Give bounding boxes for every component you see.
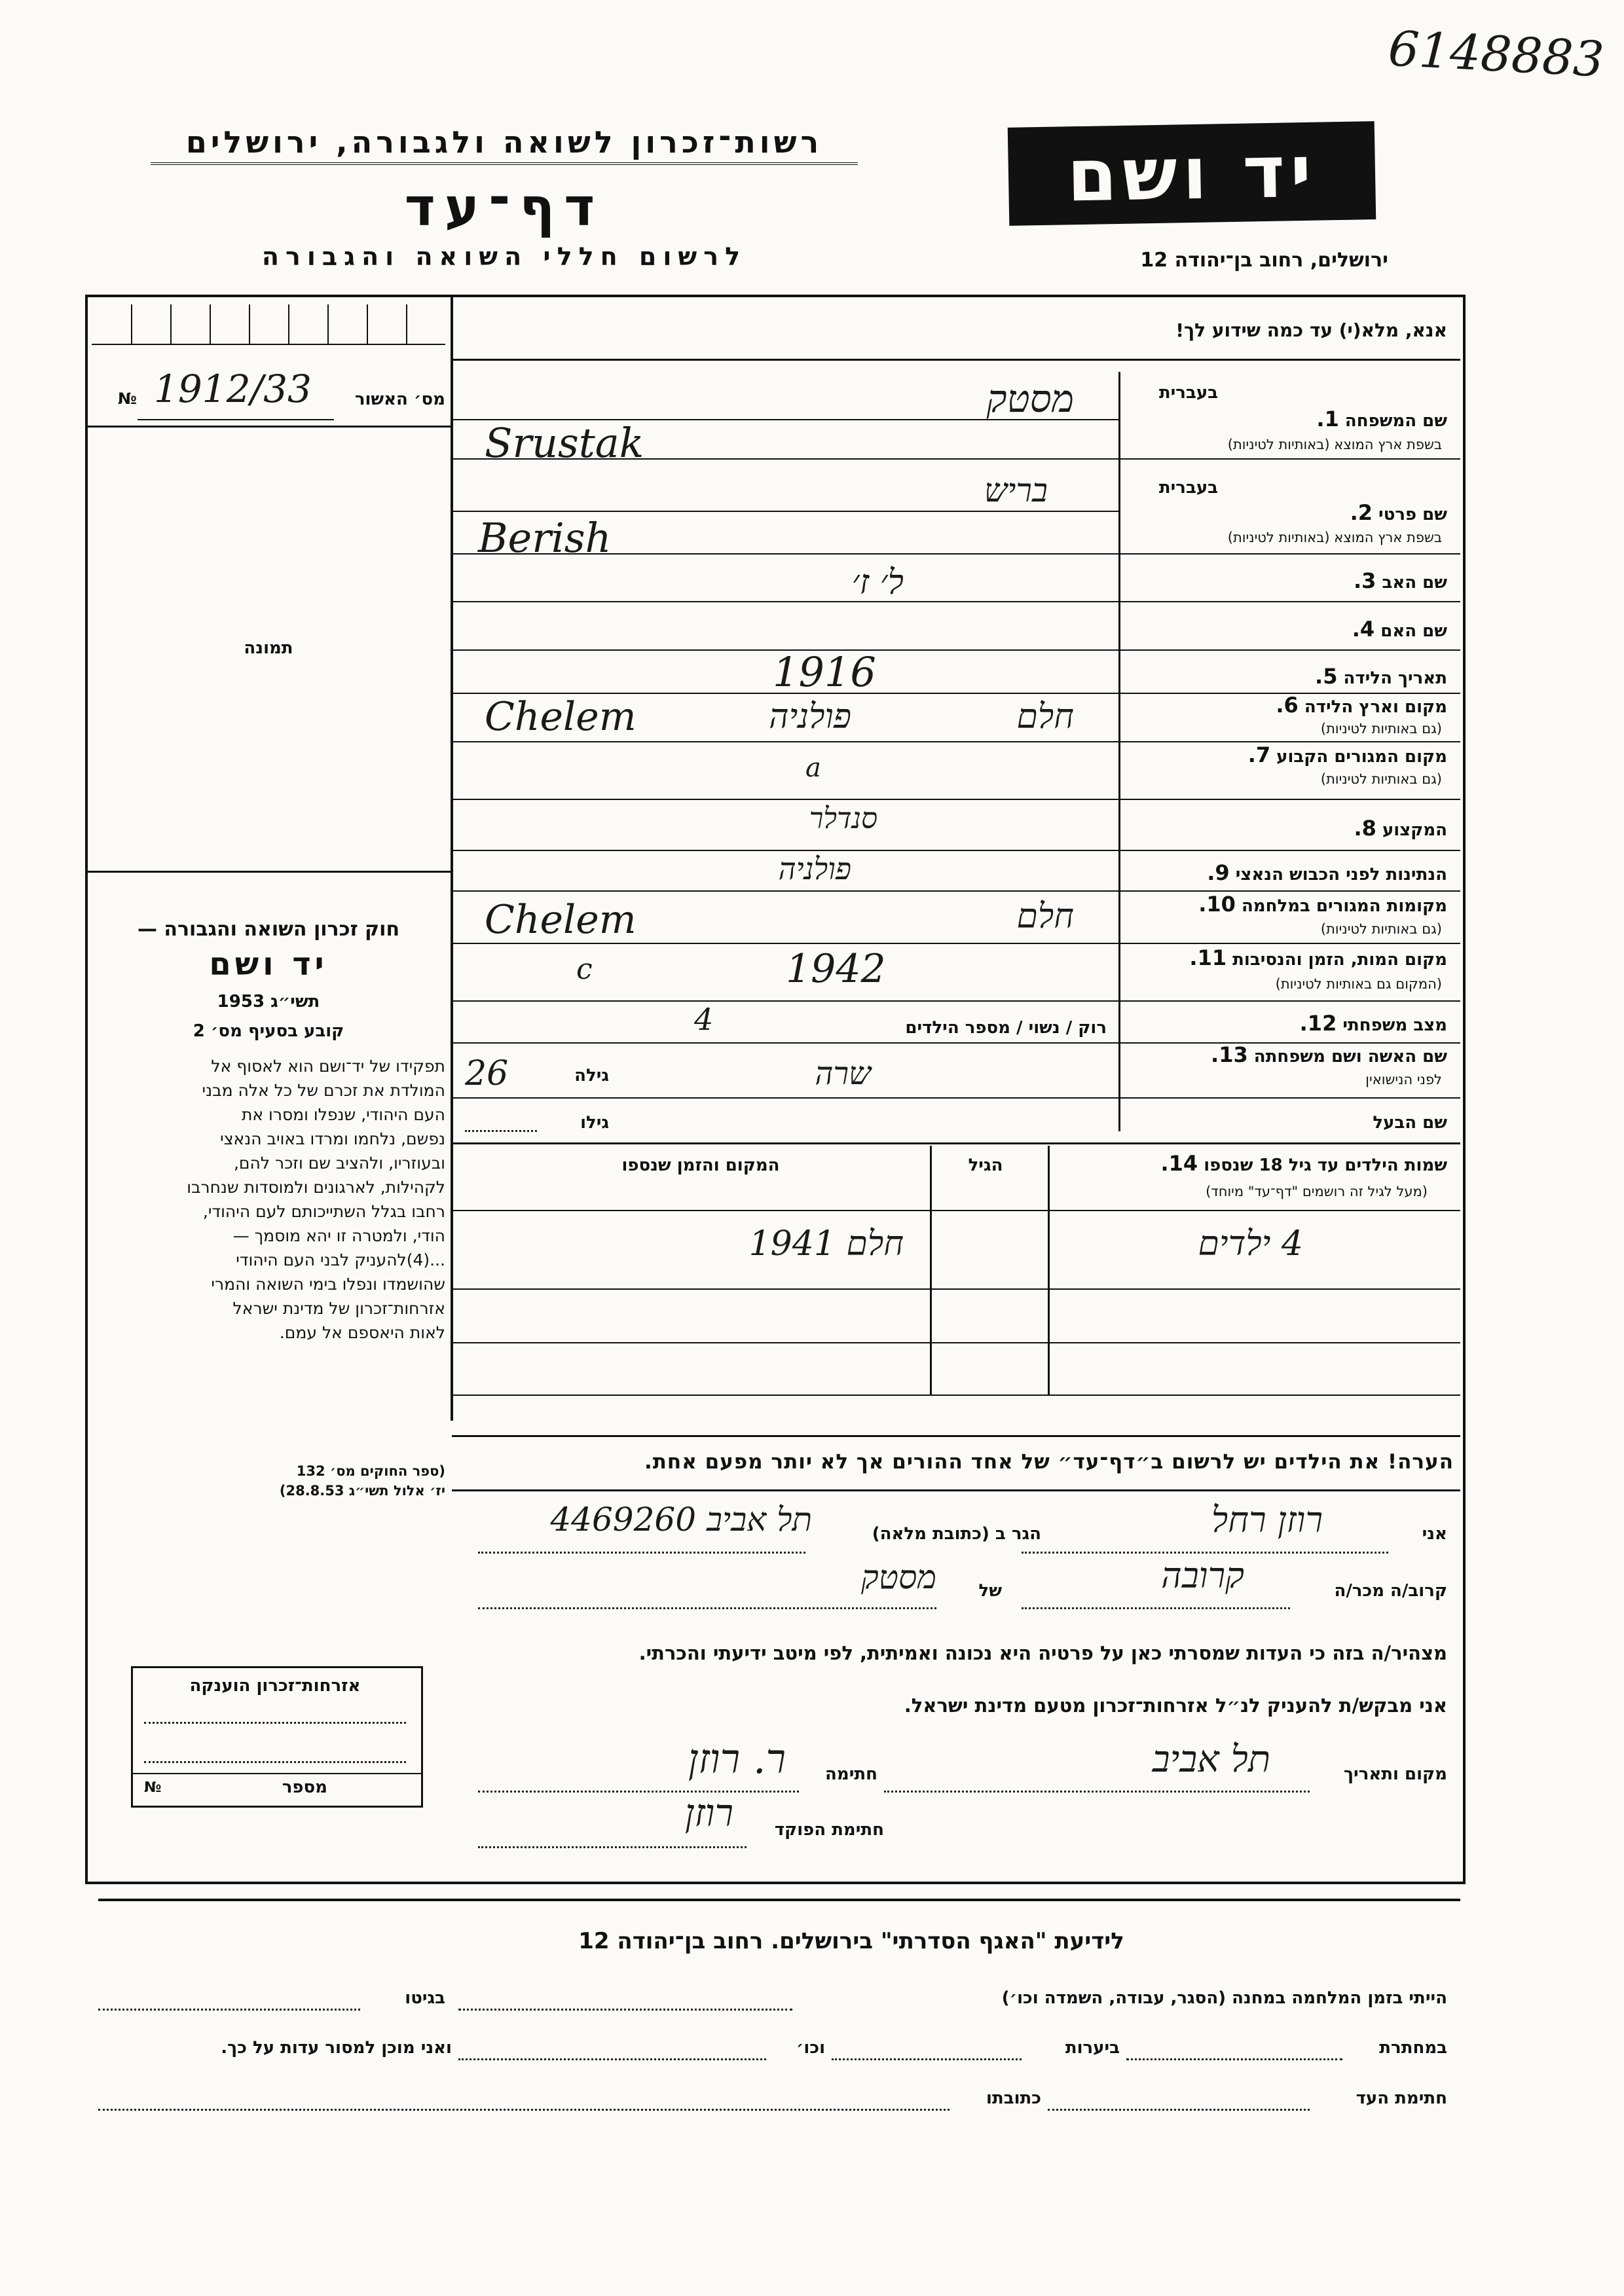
f10-label bbox=[1126, 894, 1447, 916]
f3-num: 3. bbox=[1353, 568, 1376, 593]
f11-label bbox=[1126, 945, 1447, 970]
f3-value[interactable]: ל׳ ז׳ bbox=[851, 563, 904, 602]
footer-separator bbox=[98, 1899, 1460, 1901]
footer-line2-underground: במחתרת bbox=[1379, 2038, 1447, 2058]
of-value[interactable]: מסטק bbox=[860, 1558, 936, 1596]
f13-sub: לפני הנישואין bbox=[1365, 1072, 1442, 1087]
law-line-7: רחבו בגלל השתייכותם לעם היהודי, bbox=[202, 1202, 445, 1221]
husband-age-label: גילו bbox=[580, 1113, 609, 1133]
f2-value-hebrew[interactable]: בריש bbox=[984, 471, 1048, 509]
law-name: יד ושם bbox=[209, 946, 328, 983]
photo-label: תמונה bbox=[244, 638, 293, 658]
f6-label bbox=[1126, 695, 1447, 717]
f11-num: 11. bbox=[1189, 945, 1227, 970]
ani-value[interactable]: רוזן רחל bbox=[1211, 1499, 1323, 1540]
law-line-11: אזרחות־זכרון של מדינת ישראל bbox=[232, 1299, 445, 1318]
f12-options: רוק / נשוי / מספר הילדים bbox=[905, 1018, 1107, 1038]
husband-label: שם הבעל bbox=[1373, 1113, 1447, 1133]
f6-num: 6. bbox=[1276, 693, 1299, 718]
f5-num: 5. bbox=[1315, 664, 1338, 689]
footer-line2-willing: ואני מוכן למסור עדות על כך. bbox=[221, 2038, 452, 2058]
f9-value[interactable]: פולניה bbox=[778, 851, 851, 886]
f13-num: 13. bbox=[1211, 1042, 1248, 1067]
law-line-4: נפשם, נלחמו ומרדו באויב הנאצי bbox=[220, 1129, 445, 1148]
f9-num: 9. bbox=[1207, 860, 1230, 885]
f13-age-label: גילה bbox=[574, 1066, 609, 1085]
law-year bbox=[92, 992, 445, 1011]
f4-label-text: שם האם bbox=[1380, 621, 1447, 641]
footer-line2-etc: וכו׳ bbox=[796, 2038, 825, 2058]
law-source-2: יז׳ אלול תשי״ג 28.8.53) bbox=[279, 1483, 445, 1499]
f4-label bbox=[1126, 619, 1447, 641]
footer-heading: לידיעת "האגף הסדרתי" בירושלים. רחוב בן־יהודה 12 bbox=[578, 1928, 1124, 1954]
catalog-number: 6148883 bbox=[1386, 20, 1606, 88]
f7-num: 7. bbox=[1247, 742, 1271, 767]
f14-row1-name[interactable]: 4 ילדים bbox=[1198, 1224, 1303, 1264]
f2-label-text: שם פרטי bbox=[1378, 505, 1447, 524]
f6-value-hebrew-country[interactable]: פולניה bbox=[769, 697, 851, 737]
note-text: הערה! את הילדים יש לרשום ב״דף־עד״ של אחד ההורים אך לא יותר מפעם אחת. bbox=[644, 1450, 1454, 1474]
law-line-8: הודי, ולמטרה זו יהא מוסמך — bbox=[232, 1226, 445, 1245]
f9-label bbox=[1126, 860, 1447, 885]
instruction-row-bottom bbox=[452, 359, 1460, 361]
citizenship-title: אזרחות־זכרון הוענקה bbox=[189, 1676, 361, 1696]
f6-value-hebrew-town[interactable]: חלם bbox=[1016, 697, 1074, 737]
f11-value-year[interactable]: 1942 bbox=[786, 946, 886, 992]
law-line-1: תפקידו של יד־ושם הוא לאסוף אל bbox=[211, 1057, 445, 1076]
note-row-bottom bbox=[452, 1489, 1460, 1491]
declaration-text: מצהיר/ה בזה כי העדות שמסרתי כאן על פרטיה היא נכונה ואמיתית, לפי מיטב ידיעתי והכרתי. bbox=[638, 1642, 1447, 1664]
f12-num: 12. bbox=[1299, 1011, 1337, 1036]
f2-label bbox=[1126, 500, 1447, 525]
f13-wife-age[interactable]: 26 bbox=[465, 1054, 509, 1093]
f11-sub: (המקום גם באותיות לטיניות) bbox=[1275, 976, 1442, 992]
footer-line1-camp: הייתי בזמן המלחמה במחנה (הסגר, עבודה, השמדה וכו׳) bbox=[1001, 1988, 1447, 2008]
f7-sub: (גם באותיות לטיניות) bbox=[1320, 771, 1442, 787]
f6-sub: (גם באותיות לטיניות) bbox=[1320, 721, 1442, 737]
law-line-6: לקהילות, לארגונים ולמוסדות שנחרבו bbox=[187, 1178, 445, 1197]
authority-name: רשות־זכרון לשואה ולגבורה, ירושלים bbox=[151, 124, 858, 165]
f10-num: 10. bbox=[1198, 892, 1236, 917]
law-clause: קובע בסעיף מס׳ 2 bbox=[193, 1021, 344, 1041]
f5-value[interactable]: 1916 bbox=[773, 648, 876, 696]
official-label: חתימת הפוקד bbox=[774, 1820, 884, 1840]
of-label: של bbox=[978, 1581, 1002, 1601]
f8-value[interactable]: סנדלר bbox=[809, 802, 877, 835]
law-line-5: ובעוזריו, ולהציב שם וזכר להם, bbox=[233, 1154, 445, 1173]
label-column-divider bbox=[1118, 372, 1120, 1131]
f1-hebrew-tag: בעברית bbox=[1158, 383, 1218, 403]
f6-label-text: מקום וארץ הלידה bbox=[1304, 697, 1447, 717]
f4-num: 4. bbox=[1352, 617, 1375, 642]
f14-num: 14. bbox=[1160, 1151, 1198, 1176]
f10-value-hebrew[interactable]: חלם bbox=[1016, 897, 1074, 936]
f12-label bbox=[1126, 1013, 1447, 1035]
approval-label: מס׳ האשור bbox=[354, 390, 445, 409]
header-address: ירושלים, רחוב בן־יהודה 12 bbox=[1140, 249, 1388, 272]
f2-num: 2. bbox=[1350, 500, 1373, 525]
approval-underline bbox=[138, 419, 334, 420]
f14-label-text: שמות הילדים עד גיל 18 שנספו bbox=[1204, 1156, 1447, 1175]
approval-prefix: № bbox=[118, 390, 137, 408]
f7-label bbox=[1126, 742, 1447, 767]
f1-value-latin[interactable]: Srustak bbox=[485, 419, 644, 467]
photo-area-bottom bbox=[88, 871, 452, 873]
f6-value-latin[interactable]: Chelem bbox=[485, 694, 637, 740]
f9-label-text: הנתינות לפני הכבוש הנאצי bbox=[1235, 865, 1447, 884]
f14-col-place: המקום והזמן שנספו bbox=[621, 1156, 780, 1175]
f10-label-text: מקומות המגורים במלחמה bbox=[1241, 896, 1447, 916]
f8-num: 8. bbox=[1354, 816, 1376, 841]
resident-label: הגר ב (כתובת מלאה) bbox=[872, 1524, 1041, 1544]
f1-value-hebrew[interactable]: מסטק bbox=[986, 376, 1074, 421]
place-date-label: מקום ותאריך bbox=[1344, 1764, 1447, 1784]
f1-label-text: שם המשפחה bbox=[1344, 411, 1447, 431]
f3-label bbox=[1126, 568, 1447, 593]
law-line-12: לאות היאספם אל עמם. bbox=[279, 1323, 445, 1342]
f7-value[interactable]: a bbox=[805, 753, 821, 783]
law-source-1: (ספר החוקים מס׳ 132 bbox=[296, 1463, 445, 1479]
f10-value-latin[interactable]: Chelem bbox=[485, 897, 637, 943]
law-paragraph bbox=[95, 1054, 445, 1345]
f13-label bbox=[1126, 1042, 1447, 1067]
relation-value[interactable]: קרובה bbox=[1161, 1555, 1244, 1596]
f2-value-latin[interactable]: Berish bbox=[478, 514, 612, 562]
f1-sub: בשפת ארץ המוצא (באותיות לטיניות) bbox=[1227, 437, 1442, 452]
f14-col-age: הגיל bbox=[968, 1156, 1003, 1175]
f8-label bbox=[1126, 818, 1447, 840]
note-row-top bbox=[452, 1435, 1460, 1437]
form-instruction: אנא, מלא(י) עד כמה שידוע לך! bbox=[1175, 319, 1447, 341]
law-line-3: העם היהודי, שנפלו ומסרו את bbox=[241, 1105, 445, 1124]
stub-bottom-line bbox=[88, 426, 452, 428]
f2-sub: בשפת ארץ המוצא (באותיות לטיניות) bbox=[1227, 530, 1442, 545]
f12-label-text: מצב משפחתי bbox=[1342, 1015, 1447, 1035]
f13-label-text: שם האשה ושם משפחתה bbox=[1253, 1047, 1447, 1066]
f3-label-text: שם האב bbox=[1382, 573, 1447, 592]
f5-label-text: תאריך הלידה bbox=[1343, 668, 1447, 688]
f1-num: 1. bbox=[1316, 407, 1339, 431]
law-line-10: שהושמדו ונפלו בימי השואה והמרי bbox=[211, 1275, 445, 1294]
law-title: חוק זכרון השואה והגבורה — bbox=[137, 918, 400, 941]
f1-label bbox=[1126, 409, 1447, 431]
f12-children-count[interactable]: 4 bbox=[694, 1002, 714, 1037]
address-value[interactable]: תל אביב 4469260 bbox=[550, 1501, 812, 1539]
f5-label bbox=[1126, 666, 1447, 688]
footer-line1-ghetto: בגיטו bbox=[405, 1988, 445, 2008]
law-year-heb: תשי״ג bbox=[270, 992, 320, 1011]
yad-vashem-logo bbox=[1008, 121, 1376, 226]
f10-sub: (גם באותיות לטיניות) bbox=[1320, 921, 1442, 937]
f11-label-text: מקום המות, הזמן והנסיבות bbox=[1232, 950, 1447, 970]
approval-number[interactable]: 1912/33 bbox=[154, 367, 312, 411]
citizenship-number-prefix: № bbox=[144, 1779, 162, 1796]
f14-sub: (מעל לגיל זה רושמים "דף־עד" מיוחד) bbox=[1206, 1184, 1428, 1199]
signature-value[interactable]: ר. רוזן bbox=[688, 1735, 786, 1783]
logo-text: יד ושם bbox=[1066, 129, 1318, 218]
footer-line3-witness-sig: חתימת העד bbox=[1356, 2088, 1447, 2108]
footer-line3-address: כתובתו bbox=[986, 2088, 1041, 2108]
f11-value-a[interactable]: c bbox=[576, 953, 593, 986]
law-line-9: ...(4)להעניק לבני העם היהודי bbox=[236, 1250, 445, 1269]
f7-label-text: מקום המגורים הקבוע bbox=[1276, 747, 1447, 767]
place-date-value[interactable]: תל אביב bbox=[1152, 1738, 1270, 1781]
law-line-2: המולדת את זכרם של כל אלה מבני bbox=[202, 1081, 445, 1100]
f14-label bbox=[1048, 1151, 1447, 1176]
citizenship-number-label: מספר bbox=[282, 1777, 327, 1797]
official-value[interactable]: רוזן bbox=[684, 1791, 733, 1835]
signature-label: חתימה bbox=[825, 1764, 877, 1784]
f8-label-text: המקצוע bbox=[1382, 820, 1447, 840]
ani-label: אני bbox=[1422, 1524, 1447, 1544]
request-text: אני מבקש/ת להעניק לנ״ל אזרחות־זכרון מטעם מדינת ישראל. bbox=[904, 1694, 1447, 1717]
footer-line2-forests: ביערות bbox=[1065, 2038, 1120, 2058]
form-subtitle: לרשום חללי השואה והגבורה bbox=[261, 242, 747, 271]
f13-wife-name[interactable]: שרה bbox=[815, 1055, 871, 1092]
approval-stub bbox=[92, 304, 445, 370]
f14-row1-place[interactable]: חלם 1941 bbox=[748, 1224, 904, 1264]
relative-label: קרוב/ה מכר/ה bbox=[1334, 1581, 1447, 1601]
f2-hebrew-tag: בעברית bbox=[1158, 478, 1218, 498]
form-title: דף־עד bbox=[404, 177, 604, 238]
law-year-num: 1953 bbox=[217, 992, 265, 1011]
left-column-divider bbox=[451, 295, 453, 1421]
